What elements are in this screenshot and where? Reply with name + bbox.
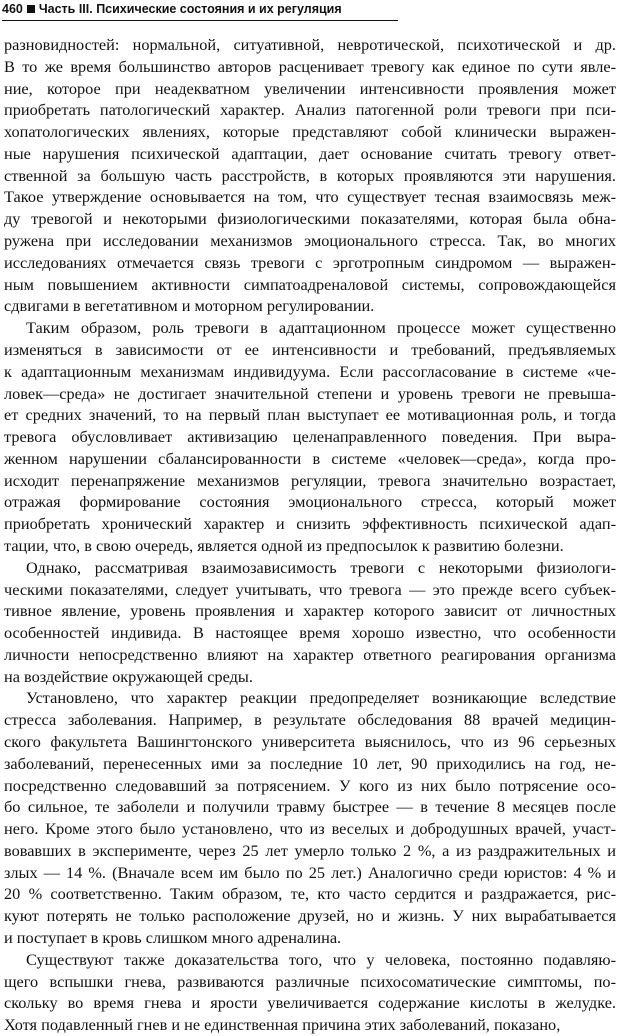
text-line: хопатологических явлениях, которые представляют собой клинически выражен-: [4, 122, 616, 142]
text-line: тации, что, в свою очередь, является одной из предпосылок к развитию болезни.: [4, 535, 564, 555]
paragraph: [4, 34, 616, 317]
text-line: женном нарушении сбалансированности в системе «человек—среда», когда про-: [4, 448, 616, 468]
text-line: куют потерять не только расположение друзей, но и жизнь. У них вырабатывается: [4, 906, 616, 926]
text-line: изменяться в зависимости от ее интенсивности и требований, предъявляемых: [4, 339, 616, 359]
paragraph: [4, 687, 616, 948]
text-line: разновидностей: нормальной, ситуативной, невротической, психотической и др.: [4, 35, 616, 54]
text-line: заболеваний, перенесенных ими за последние 10 лет, 90 приходились на год, не-: [4, 753, 616, 773]
text-line: и поступает в кровь слишком много адреналина.: [4, 928, 342, 948]
paragraph: [4, 317, 616, 557]
text-line: стресса заболевания. Например, в результате обследования 88 врачей медицин-: [4, 710, 616, 730]
text-line: ского факультета Вашингтонского университета выяснилось, что из 96 серьезных: [4, 732, 616, 751]
text-line: В то же время большинство авторов расценивает тревогу как единое по сути явле-: [4, 56, 616, 76]
text-line: злых — 14 %. (Вначале всем им было по 25 лет.) Аналогично среди юристов: 4 % и: [4, 862, 616, 882]
text-line: ственной за большую часть расстройств, в которых проявляются эти нарушения.: [4, 165, 616, 185]
text-line: Таким образом, роль тревоги в адаптационном процессе может существенно: [26, 318, 616, 338]
text-line: приобретать патологический характер. Анализ патогенной роли тревоги при пси-: [4, 100, 616, 120]
text-line: отражая формирование состояния эмоционального стресса, который может: [4, 492, 616, 512]
text-line: ние, которое при неадекватном увеличении интенсивности проявления может: [4, 78, 616, 98]
text-line: ловек—среда» не достигает значительной степени и уровень тревоги не превыша-: [4, 383, 616, 403]
text-line: ным повышением активности симпатоадреналовой системы, сопровождающейся: [4, 274, 616, 294]
text-line: ду тревогой и некоторыми физиологическими показателями, которая была обна-: [4, 209, 616, 229]
text-line: Такое утверждение основывается на том, что существует тесная взаимосвязь меж-: [4, 187, 616, 207]
text-line: исходит перенапряжение механизмов регуляции, тревога значительно возрастает,: [4, 470, 616, 490]
text-line: Хотя подавленный гнев и не единственная причина этих заболеваний, показано,: [4, 1015, 561, 1035]
text-line: к адаптационным механизмам индивидуума. Если рассогласование в системе «че-: [4, 361, 616, 381]
text-line: приобретать хронический характер и снизить эффективность психической адап-: [4, 514, 616, 534]
text-line: Установлено, что характер реакции предопределяет возникающие вследствие: [26, 688, 616, 708]
text-line: личности непосредственно влияют на характер ответного реагирования организма: [4, 644, 616, 664]
text-line: посредственно следовавший за потрясением. У кого из них было потрясение осо-: [4, 775, 616, 795]
text-line: щего вспышки гнева, развиваются различные психосоматические симптомы, по-: [4, 971, 616, 991]
text-line: тивное явление, уровень проявления и характер которого зависит от личностных: [4, 601, 616, 621]
part-title: Часть III. Психические состояния и их регуляция: [38, 2, 342, 16]
paragraph: [4, 949, 616, 1036]
square-bullet-icon: [27, 5, 35, 13]
text-line: сдвигами в вегетативном и моторном регулировании.: [4, 296, 375, 316]
text-line: ружена при исследовании механизмов эмоционального стресса. Так, во многих: [4, 231, 616, 251]
body-text: [4, 34, 616, 1036]
text-line: исследованиях отмечается связь тревоги с эрготропным синдромом — выражен-: [4, 252, 616, 272]
text-line: бо сильное, те заболели и получили травму быстрее — в течение 8 месяцев после: [4, 797, 616, 817]
text-line: ческими показателями, следует учитывать, что тревога — это прежде всего субъек-: [4, 579, 616, 599]
text-line: на воздействие окружающей среды.: [4, 666, 253, 686]
paragraph: [4, 557, 616, 688]
text-line: вовавших в эксперименте, через 25 лет умерло только 2 %, а из раздражительных и: [4, 840, 616, 860]
text-line: особенностей индивида. В настоящее время хорошо известно, что особенности: [4, 623, 616, 643]
text-line: Однако, рассматривая взаимозависимость тревоги с некоторыми физиологи-: [26, 557, 616, 577]
text-line: ет средних значений, то на первый план выступает ее мотивационная роль, и тогда: [4, 405, 616, 425]
running-head: [2, 0, 398, 21]
text-line: 20 % соответственно. Таким образом, те, кто часто сердится и раздражается, рис-: [4, 884, 616, 904]
text-line: него. Кроме этого было установлено, что из веселых и добродушных врачей, участ-: [4, 819, 616, 839]
text-line: ные нарушения психической адаптации, дает основание считать тревогу ответ-: [4, 143, 616, 163]
text-line: тревога обусловливает активизацию целенаправленного поведения. При выра-: [4, 427, 616, 447]
text-line: Существуют также доказательства того, что у человека, постоянно подавляю-: [26, 949, 616, 969]
text-line: скольку во время гнева и ярости увеличивается содержание кислоты в желудке.: [4, 993, 616, 1013]
page-number: 460: [2, 2, 23, 16]
